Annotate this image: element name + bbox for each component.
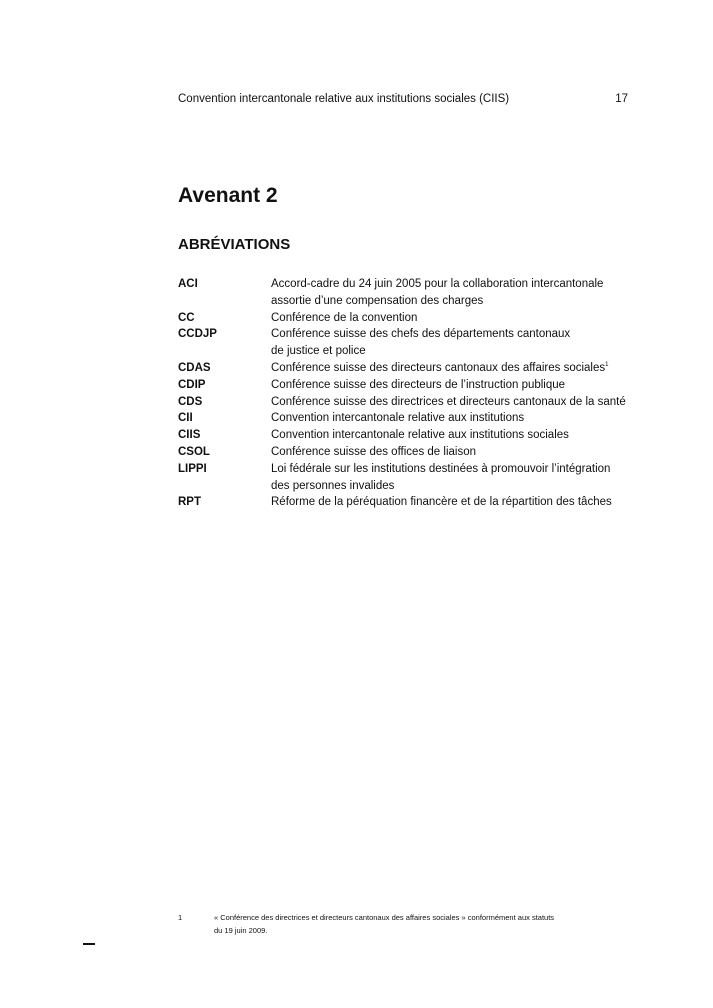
- abbreviation-row: [178, 310, 638, 327]
- abbreviation-term: CDS: [178, 395, 203, 408]
- footnote-reference: 1: [605, 362, 609, 369]
- footnote-text: [214, 911, 554, 937]
- definition-line-text: Conférence suisse des chefs des départements cantonaux: [271, 328, 571, 341]
- page-title: Avenant 2: [178, 184, 278, 207]
- definition-line: [271, 394, 638, 411]
- definition-line: [271, 427, 638, 444]
- abbreviation-list: [178, 276, 638, 511]
- abbreviation-definition: [271, 427, 638, 444]
- definition-line-text: des personnes invalides: [271, 479, 395, 492]
- definition-line-text: Conférence suisse des directeurs cantonaux des affaires sociales: [271, 361, 606, 374]
- footnote-line: « Conférence des directrices et directeurs cantonaux des affaires sociales » conformément aux statuts: [214, 913, 555, 922]
- abbreviation-term: CC: [178, 311, 195, 324]
- abbreviation-term: CDAS: [178, 361, 211, 374]
- abbreviation-row: [178, 410, 638, 427]
- definition-line-text: Conférence suisse des directeurs de l’instruction publique: [271, 378, 566, 391]
- abbreviation-row: [178, 394, 638, 411]
- definition-line: [271, 326, 638, 343]
- abbreviation-definition: [271, 276, 638, 310]
- definition-line-text: Loi fédérale sur les institutions destinées à promouvoir l’intégration: [271, 462, 611, 475]
- abbreviation-row: [178, 276, 638, 310]
- abbreviation-definition: [271, 444, 638, 461]
- definition-line-text: Conférence suisse des offices de liaison: [271, 445, 476, 458]
- definition-line: [271, 360, 638, 377]
- footnote: [178, 911, 598, 937]
- definition-line-text: Réforme de la péréquation financère et de la répartition des tâches: [271, 496, 612, 509]
- definition-line: [271, 293, 638, 310]
- footnote-line: du 19 juin 2009.: [214, 926, 268, 935]
- abbreviation-term: CDIP: [178, 378, 206, 391]
- abbreviation-row: [178, 377, 638, 394]
- definition-line-text: Conférence de la convention: [271, 311, 418, 324]
- abbreviation-row: [178, 427, 638, 444]
- abbreviation-definition: [271, 326, 638, 360]
- definition-line-text: assortie d’une compensation des charges: [271, 294, 484, 307]
- definition-line: [271, 377, 638, 394]
- definition-line-text: de justice et police: [271, 345, 366, 358]
- definition-line: [271, 494, 638, 511]
- definition-line: [271, 276, 638, 293]
- definition-line: [271, 410, 638, 427]
- abbreviation-row: [178, 360, 638, 377]
- abbreviation-row: [178, 444, 638, 461]
- abbreviation-definition: [271, 377, 638, 394]
- abbreviation-term: LIPPI: [178, 462, 207, 475]
- abbreviation-term: RPT: [178, 496, 201, 509]
- abbreviation-row: [178, 494, 638, 511]
- definition-line: [271, 444, 638, 461]
- abbreviation-row: [178, 461, 638, 495]
- definition-line-text: Accord-cadre du 24 juin 2005 pour la collaboration intercantonale: [271, 278, 604, 290]
- abbreviation-definition: [271, 360, 638, 377]
- page-number: 17: [615, 93, 628, 105]
- definition-line: [271, 343, 638, 360]
- running-header: [178, 92, 628, 106]
- definition-line: [271, 310, 638, 327]
- definition-line-text: Convention intercantonale relative aux institutions sociales: [271, 429, 569, 442]
- abbreviation-term: ACI: [178, 278, 198, 290]
- abbreviation-term: CII: [178, 412, 193, 425]
- abbreviation-definition: [271, 310, 638, 327]
- abbreviation-definition: [271, 461, 638, 495]
- running-title: Convention intercantonale relative aux institutions sociales (CIIS): [178, 93, 510, 105]
- margin-mark: [83, 943, 95, 945]
- abbreviation-row: [178, 326, 638, 360]
- footnote-mark: 1: [178, 913, 183, 922]
- abbreviation-term: CCDJP: [178, 328, 217, 341]
- abbreviation-term: CIIS: [178, 429, 201, 442]
- abbreviation-term: CSOL: [178, 445, 210, 458]
- definition-line: [271, 461, 638, 478]
- abbreviation-definition: [271, 394, 638, 411]
- definition-line-text: Conférence suisse des directrices et directeurs cantonaux de la santé: [271, 395, 626, 408]
- section-title: ABRÉVIATIONS: [178, 236, 291, 253]
- definition-line-text: Convention intercantonale relative aux institutions: [271, 412, 525, 425]
- abbreviation-definition: [271, 410, 638, 427]
- abbreviation-definition: [271, 494, 638, 511]
- definition-line: [271, 478, 638, 495]
